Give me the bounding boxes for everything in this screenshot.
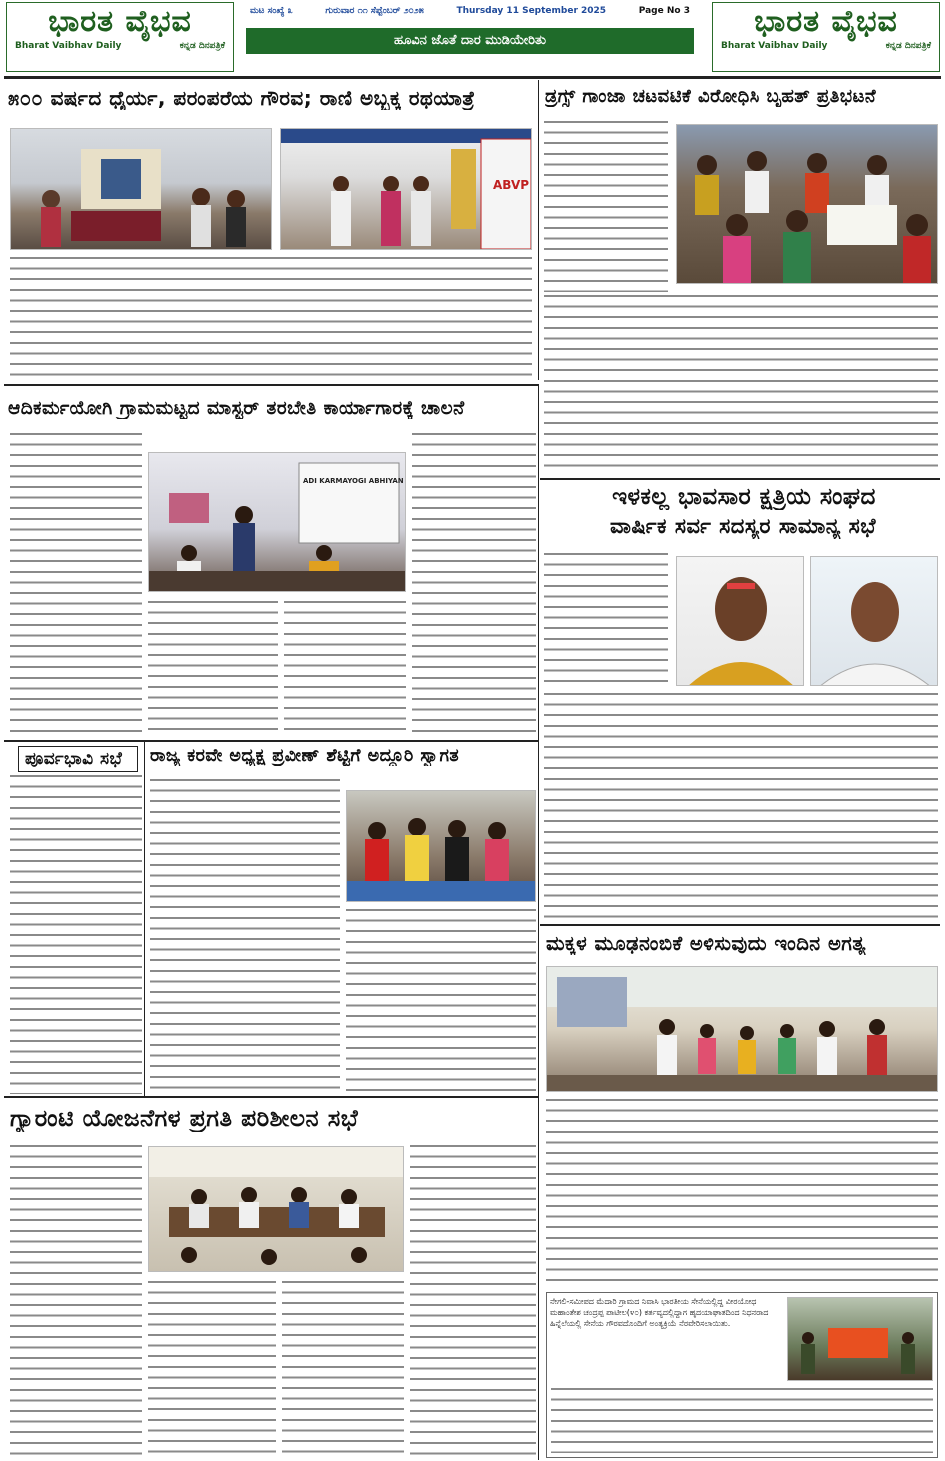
article-text-rani-abbakka [10,254,532,380]
section-rule [4,740,538,742]
logo-subtitle-en: Bharat Vaibhav Daily [721,41,828,51]
photo-portrait [811,557,938,686]
column-divider [144,742,145,1096]
logo-subtitle [713,41,939,51]
photo-scene [149,1147,404,1272]
photo-bhavasara-person-1 [676,556,804,686]
photo-rani-abbakka-1 [10,128,272,250]
article-text-guarantee-3 [282,1278,404,1456]
article-text-adikarmayogi-4 [412,430,536,736]
photo-guarantee-meeting [148,1146,404,1272]
article-text-karave-2 [346,906,536,1092]
photo-bhavasara-person-2 [810,556,938,686]
photo-scene [547,967,938,1092]
logo-subtitle-kn: ಕನ್ನಡ ದಿನಪತ್ರಿಕೆ [179,41,225,51]
photo-scene [11,129,272,250]
headline-drugs-protest: ಡ್ರಗ್ಸ್ ಗಾಂಜಾ ಚಟವಟಿಕೆ ವಿರೋಧಿಸಿ ಬೃಹತ್ ಪ್ರತಿಭಟನೆ [545,86,877,107]
section-rule [4,384,538,386]
photo-scene [788,1298,933,1381]
photo-scene [281,129,532,250]
tagline-banner: ಹೂವಿನ ಜೊತೆ ದಾರ ಮುಡಿಯೇರಿತು [246,28,694,54]
article-text-guarantee-2 [148,1278,276,1456]
headline-guarantee-review: ಗ್ಯಾರಂಟಿ ಯೋಜನೆಗಳ ಪ್ರಗತಿ ಪರಿಶೀಲನ ಸಭೆ [10,1104,359,1132]
photo-scene [347,791,536,902]
headline-rani-abbakka: ೫೦೦ ವರ್ಷದ ಧೈರ್ಯ, ಪರಂಪರೆಯ ಗೌರವ; ರಾಣಿ ಅಬ್ಬಕ್ಕ ರಥಯಾತ್ರೆ [8,86,476,110]
photo-scene [149,453,406,592]
article-text-drugs-protest-2 [544,292,938,474]
photo-soldier-funeral [787,1297,933,1381]
date-english: Thursday 11 September 2025 [456,6,607,16]
caption-soldier-funeral: ನೇಗಲಿ-ಸಮೀಪದ ಮೆದಾರಿ ಗ್ರಾಮದ ನಿವಾಸಿ ಭಾರತೀಯ ಸೇನೆಯಲ್ಲಿದ್ದ ವೀರಯೋಧ ಮಹಾಂತೇಶ ಚಂದ್ರಪ್ಪ ಪಾಟೀಲ(೪೦) ಕರ್ತವ್ಯದಲ್ಲಿದ್ದಾಗ ಹೃದಯಾಘಾತದಿಂದ ನಿಧನರಾದ ಹಿನ್ನೆಲೆಯಲ್ಲಿ ಸೇನೆಯ ಗೌರವದೊಂದಿಗೆ ಅಂತ್ಯಕ್ರಿಯೆ ನೆರವೇರಿಸಲಾಯಿತು. [550,1297,769,1328]
headline-adikarmayogi: ಆದಿಕರ್ಮಯೋಗಿ ಗ್ರಾಮಮಟ್ಟದ ಮಾಸ್ಟರ್ ತರಬೇತಿ ಕಾರ್ಯಾಗಾರಕ್ಕೆ ಚಾಲನೆ [8,398,465,419]
headline-bhavasara-line2: ವಾರ್ಷಿಕ ಸರ್ವ ಸದಸ್ಯರ ಸಾಮಾನ್ಯ ಸಭೆ [610,514,876,538]
headline-bhavasara-line1: ಇಳಕಲ್ಲ ಭಾವಸಾರ ಕ್ಷತ್ರಿಯ ಸಂಘದ [612,484,876,510]
headline-purvabhavi: ಪೂರ್ವಭಾವಿ ಸಭೆ [18,746,138,772]
logo-title: ಭಾರತ ವೈಭವ [48,4,192,39]
article-text-drugs-protest-1 [544,118,668,306]
article-text-guarantee-1 [10,1142,142,1456]
article-text-bhavasara-1 [544,550,668,688]
photo-karave-welcome [346,790,536,902]
logo-subtitle-kn: ಕನ್ನಡ ದಿನಪತ್ರಿಕೆ [885,41,931,51]
section-rule [540,924,940,926]
section-rule [540,478,940,480]
column-divider [538,80,539,380]
photo-moodhanambike [546,966,938,1092]
article-text-guarantee-4 [410,1142,536,1456]
article-text-purvabhavi [10,772,142,1094]
masthead-logo-right [712,2,940,72]
issue-number: ಮಟ ಸಂಖ್ಯೆ ೩ [250,6,293,16]
adi-karmayogi-banner: ADI KARMAYOGI ABHIYAN [303,477,404,485]
page-number: Page No 3 [638,6,690,16]
abvp-label: ABVP [493,178,530,192]
masthead-rule [4,76,941,79]
date-kannada: ಗುರುವಾರ ೧೧ ಸೆಪ್ಟೆಂಬರ್ ೨೦೨೫ [325,6,424,16]
section-rule [4,1096,538,1098]
issue-info-bar [246,6,694,22]
photo-scene [677,125,938,284]
photo-adikarmayogi [148,452,406,592]
headline-moodhanambike: ಮಕ್ಕಳ ಮೂಢನಂಬಿಕೆ ಅಳಿಸುವುದು ಇಂದಿನ ಅಗತ್ಯ [546,932,866,955]
logo-subtitle-en: Bharat Vaibhav Daily [15,41,122,51]
logo-subtitle [7,41,233,51]
article-text-adikarmayogi-2 [148,598,278,734]
headline-karave-praveen-shetty: ರಾಜ್ಯ ಕರವೇ ಅಧ್ಯಕ್ಷ ಪ್ರವೀಣ್ ಶೆಟ್ಟಿಗೆ ಅದ್ಧೂರಿ ಸ್ವಾಗತ [150,746,460,766]
article-text-karave-1 [150,776,340,1092]
logo-title: ಭಾರತ ವೈಭವ [754,4,898,39]
column-divider [538,384,539,1460]
article-text-bhavasara-2 [544,690,938,922]
article-text-adikarmayogi-1 [10,430,142,736]
article-text-adikarmayogi-3 [284,598,406,734]
caption-box-soldier-funeral [546,1292,938,1458]
masthead-logo-left [6,2,234,72]
photo-portrait [677,557,804,686]
photo-rani-abbakka-2 [280,128,532,250]
caption-text-lines [551,1385,933,1453]
photo-drugs-protest [676,124,938,284]
article-text-moodhanambike [546,1096,938,1286]
